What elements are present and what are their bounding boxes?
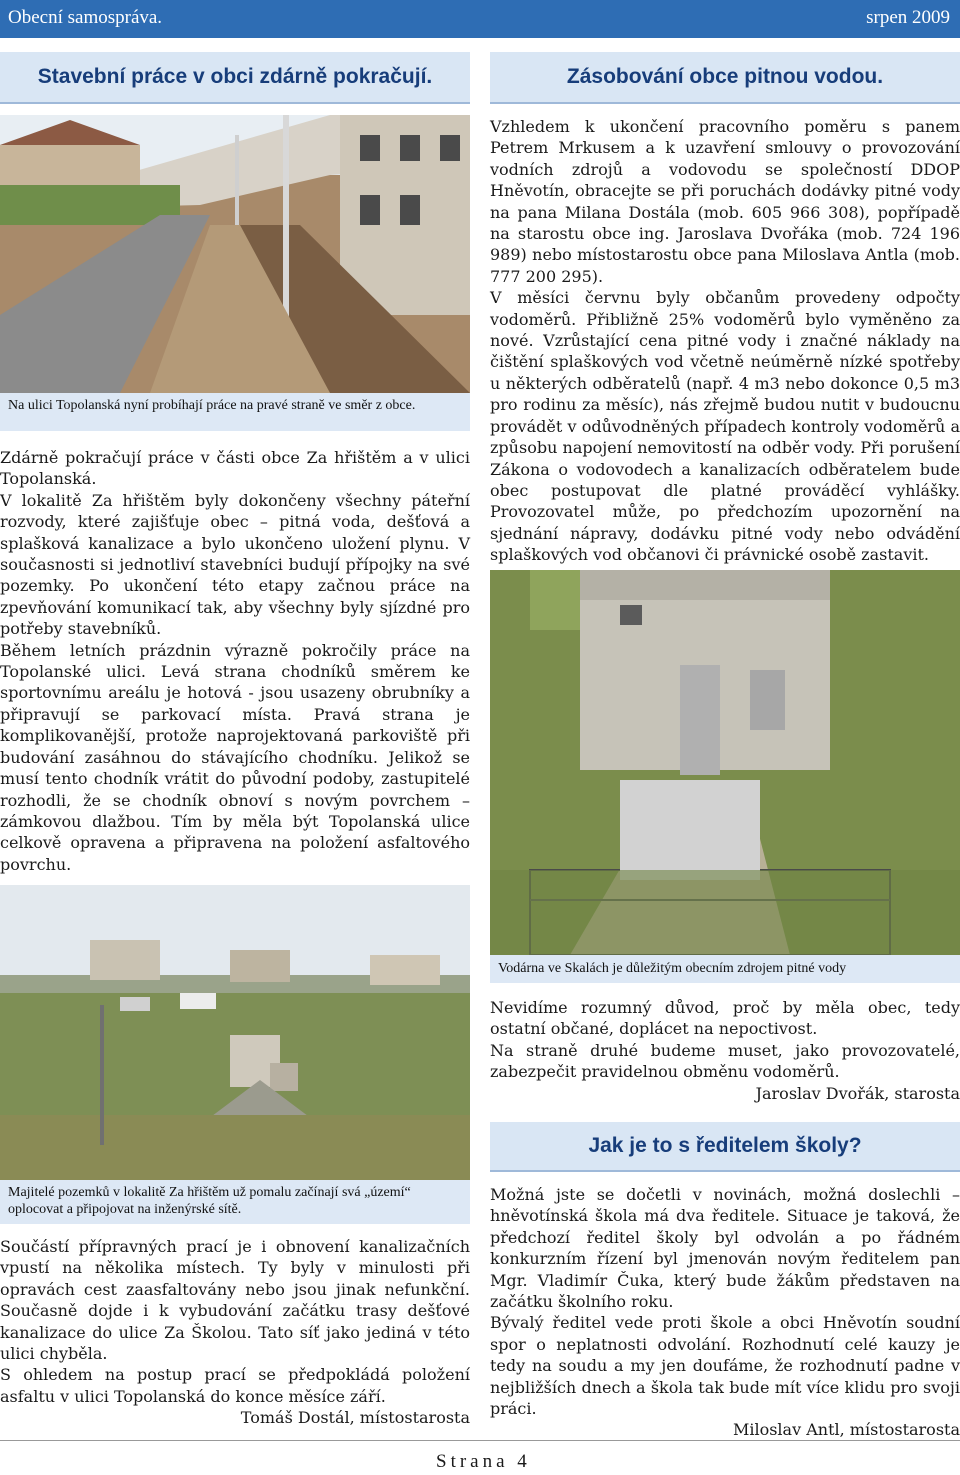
paragraph: V měsíci červnu byly občanům provedeny odpočty vodoměrů. Přibližně 25% vodoměrů bylo vyměněno za nové. Vzrůstající cena pitné vody i značné náklady na čištění splaškových vod včetně neúměrně nízké spotřeby u některých odběratelů (např. 4 m3 nebo dokonce 0,5 m3 pro rodinu za měsíc), nás zřejmě budou nutit v budoucnu provádět v odůvodněných případech kontroly vodoměrů a způsobu napojení nemovitostí na odběr vody. Při porušení Zákona o vodovodech a kanalizacích odběratelem bude obec postupovat dle platné prováděcí vyhlášky. Provozovatel může, po předchozím upozornění na sjednání nápravy, dodávku pitné vody nebo odvádění splaškových vod občanovi či právnické osobě zastavit. <box>490 288 960 565</box>
signature: Jaroslav Dvořák, starosta <box>755 1083 960 1103</box>
left-article-body-2 <box>0 1236 470 1429</box>
paragraph: Součástí přípravných prací je i obnovení kanalizačních vpustí na několika místech. Ty byly v minulosti při opravách cest zaasfaltovány nebo jsou jinak nefunkční. Současně dojde i k vybudování začátku trasy dešťové kanalizace do ulice Za Školou. Tato síť jako jediná v této ulici chyběla. <box>0 1237 470 1364</box>
paragraph: V lokalitě Za hřištěm byly dokončeny všechny páteřní rozvody, které zajišťuje obec – pitná voda, dešťová a splašková kanalizace a bylo ukončeno uložení plynu. V současnosti si jednotliví stavebníci budují přípojky na své pozemky. Po ukončení této etapy začnou práce na zpevňování komunikací tak, aby všechny byly sjízdné pro potřeby stavebníků. <box>0 490 470 639</box>
right-article-body <box>490 116 960 566</box>
photo-caption: Na ulici Topolanská nyní probíhají práce na pravé straně ve směr z obce. <box>0 393 470 431</box>
signature: Miloslav Antl, místostarosta <box>732 1420 960 1440</box>
left-article-title: Stavební práce v obci zdárně pokračují. <box>0 52 470 104</box>
page-header <box>0 0 960 38</box>
paragraph: S ohledem na postup prací se předpokládá položení asfaltu v ulici Topolanská do konce měsíce září. <box>0 1365 470 1406</box>
right-article-title: Zásobování obce pitnou vodou. <box>490 52 960 104</box>
waterworks-photo <box>490 570 960 955</box>
paragraph: Během letních prázdnin výrazně pokročily práce na Topolanské ulici. Levá strana chodníků směrem ke sportovnímu areálu je hotová - jsou usazeny obrubníky a připravují se parkovací místa. Pravá strana je komplikovanější, protože naprojektovaná parkoviště při budování zasáhnou do stávajícího chodníku. Jelikož se musí tento chodník vrátit do původní podoby, zastupitelé rozhodli, že se chodník obnoví s novým povrchem – zámkovou dlažbou. Tím by měla být Topolanská ulice celkově opravena a připravena na položení asfaltového povrchu. <box>0 640 470 874</box>
street-construction-photo <box>0 115 470 393</box>
right-article-body-2 <box>490 997 960 1104</box>
section-name: Obecní samospráva. <box>8 7 163 28</box>
signature: Tomáš Dostál, místostarosta <box>240 1408 470 1428</box>
photo-caption: Vodárna ve Skalách je důležitým obecním zdrojem pitné vody <box>490 955 960 983</box>
footer-divider <box>0 1440 960 1441</box>
paragraph: Nevidíme rozumný důvod, proč by měla obec, tedy ostatní občané, doplácet na nepoctivost. <box>490 998 960 1039</box>
school-article-body <box>490 1184 960 1441</box>
school-article-title: Jak je to s ředitelem školy? <box>490 1122 960 1172</box>
photo-caption: Majitelé pozemků v lokalitě Za hřištěm už pomalu začínají svá „území“ oplocovat a připojovat na inženýrské sítě. <box>0 1180 470 1224</box>
paragraph: Vzhledem k ukončení pracovního poměru s panem Petrem Mrkusem a k uzavření smlouvy o provozování vodních zdrojů a vodovodu se společností DDOP Hněvotín, obracejte se při poruchách dodávky pitné vody na pana Milana Dostála (mob. 605 966 308), popřípadě na starostu obce ing. Jaroslava Dvořáka (mob. 724 196 989) nebo místostarostu obce pana Miloslava Antla (mob. 777 200 295). <box>490 117 960 286</box>
left-article-body <box>0 447 470 875</box>
paragraph: Bývalý ředitel vede proti škole a obci Hněvotín soudní spor o neplatnosti odvolání. Rozhodnutí celé kauzy je tedy na soudu a my jen doufáme, že rozhodnutí padne v nejbližších dnech a škola tak bude mít více klidu pro svoji práci. <box>490 1313 960 1419</box>
issue-date: srpen 2009 <box>866 7 950 28</box>
paragraph: Zdárně pokračují práce v části obce Za hřištěm a v ulici Topolanská. <box>0 448 470 489</box>
page-number: Strana 4 <box>436 1451 531 1472</box>
paragraph: Možná jste se dočetli v novinách, možná doslechli – hněvotínská škola má dva ředitele. Situace je taková, že předchozí ředitel školy byl odvolán a po řádném konkurzním řízení byl jmenován novým ředitelem pan Mgr. Vladimír Čuka, který bude žákům představen na začátku školního roku. <box>490 1185 960 1312</box>
building-plots-photo <box>0 885 470 1180</box>
paragraph: Na straně druhé budeme muset, jako provozovatelé, zabezpečit pravidelnou obměnu vodoměrů. <box>490 1040 960 1082</box>
